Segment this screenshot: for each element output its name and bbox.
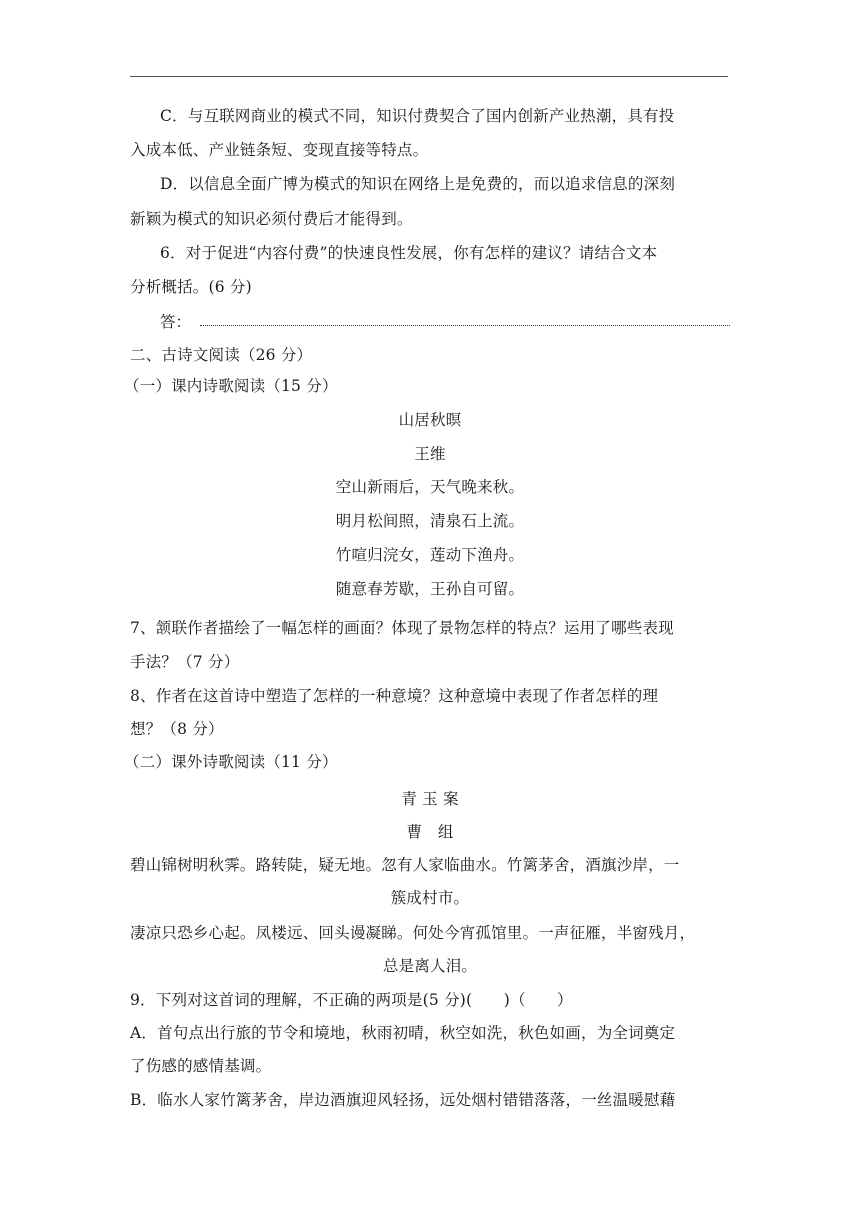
question-8-line1: 8、作者在这首诗中塑造了怎样的一种意境？这种意境中表现了作者怎样的理	[130, 687, 659, 705]
option-c-line2: 入成本低、产业链条短、变现直接等特点。	[130, 141, 429, 159]
option-d-line2: 新颖为模式的知识必须付费后才能得到。	[130, 210, 413, 228]
poem-1-line: 竹喧归浣女，莲动下渔舟。	[335, 546, 525, 564]
question-7-line1: 7、颔联作者描绘了一幅怎样的画面？体现了景物怎样的特点？运用了哪些表现	[130, 619, 674, 637]
answer-label: 答：	[160, 313, 192, 331]
question-9-stem: 9．下列对这首词的理解，不正确的两项是(5 分)( )（ ）	[130, 991, 573, 1009]
part-2-title: （二）课外诗歌阅读（11 分）	[124, 753, 338, 771]
option-c-line1: C．与互联网商业的模式不同，知识付费契合了国内创新产业热潮，具有投	[160, 107, 675, 125]
part-1-title: （一）课内诗歌阅读（15 分）	[124, 377, 338, 395]
poem-1-line: 明月松间照，清泉石上流。	[335, 512, 525, 530]
poem-2-stanza-1-line2: 簇成村市。	[390, 889, 470, 907]
poem-1-line: 空山新雨后，天气晚来秋。	[335, 478, 525, 496]
poem-2-stanza-2-line1: 凄凉只恐乡心起。凤楼远、回头谩凝睇。何处今宵孤馆里。一声征雁，半窗残月，	[130, 924, 696, 942]
option-d-line1: D．以信息全面广博为模式的知识在网络上是免费的，而以追求信息的深刻	[160, 175, 676, 193]
poem-2-author: 曹 组	[406, 823, 454, 841]
poem-1-title: 山居秋暝	[398, 411, 462, 429]
poem-1-line: 随意春芳歇，王孙自可留。	[335, 580, 525, 598]
poem-1-author: 王维	[414, 445, 446, 463]
poem-2-stanza-1-line1: 碧山锦树明秋霁。路转陡，疑无地。忽有人家临曲水。竹篱茅舍，酒旗沙岸，一	[130, 856, 680, 874]
header-rule	[130, 76, 728, 77]
section-2-title: 二、古诗文阅读（26 分）	[130, 346, 313, 364]
question-6-line2: 分析概括。(6 分)	[130, 278, 252, 296]
answer-dotted-line	[200, 325, 730, 326]
question-8-line2: 想？（8 分）	[130, 720, 224, 738]
poem-2-title: 青 玉 案	[401, 790, 459, 808]
option-b-line1: B．临水人家竹篱茅舍，岸边酒旗迎风轻扬，远处烟村错错落落，一丝温暖慰藉	[130, 1091, 676, 1109]
poem-2-stanza-2-line2: 总是离人泪。	[382, 957, 478, 975]
answer-field	[160, 312, 730, 332]
question-6-line1: 6．对于促进“内容付费”的快速良性发展，你有怎样的建议？请结合文本	[160, 244, 658, 262]
question-7-line2: 手法？（7 分）	[130, 653, 240, 671]
option-a-line2: 了伤感的感情基调。	[130, 1057, 272, 1075]
option-a-line1: A．首句点出行旅的节令和境地，秋雨初晴，秋空如洗，秋色如画，为全词奠定	[130, 1024, 676, 1042]
